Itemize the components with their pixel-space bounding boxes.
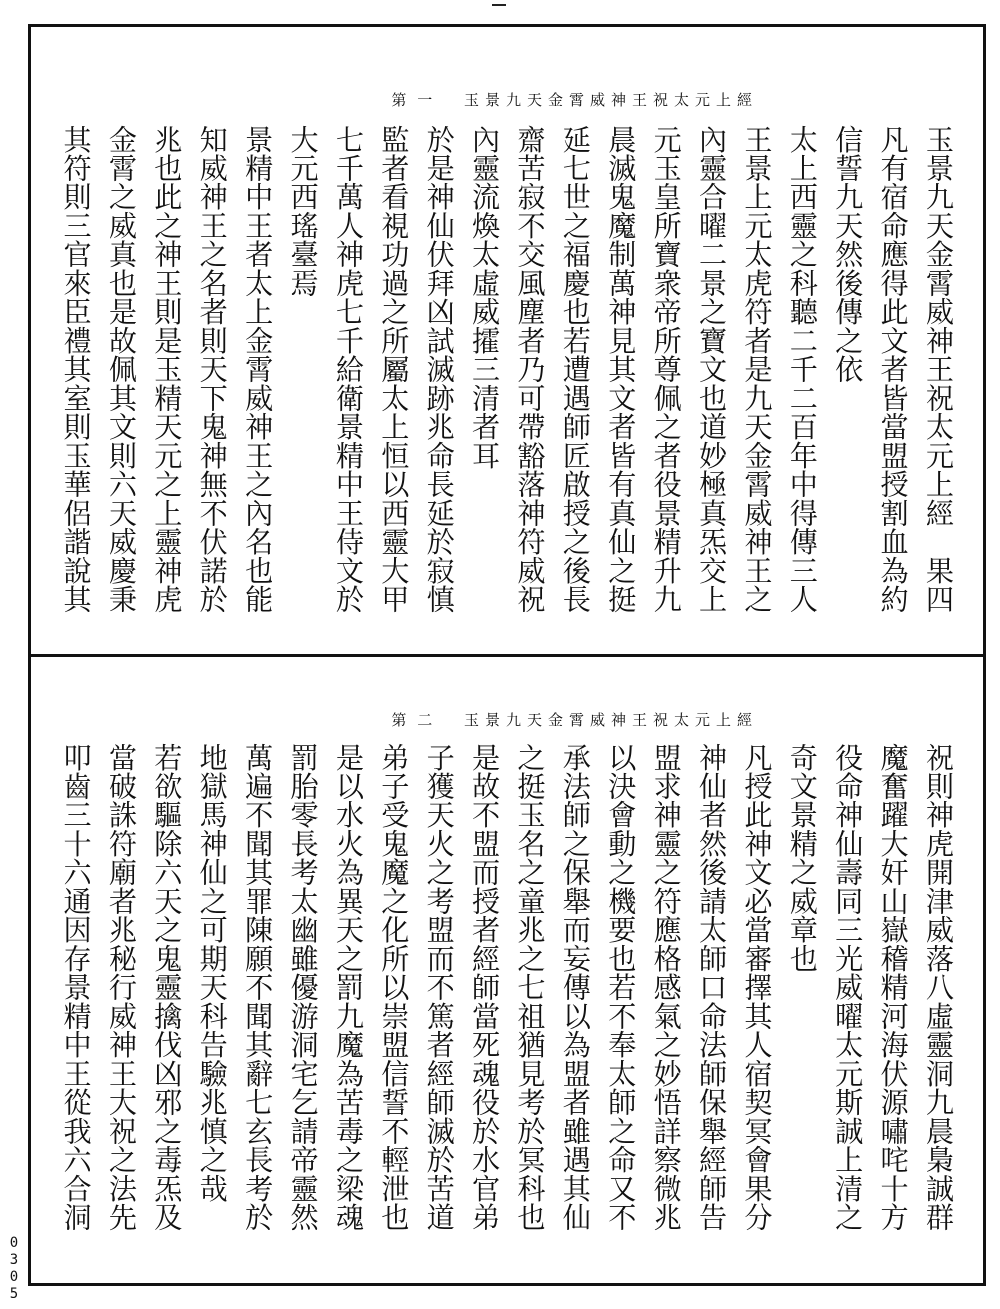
text-column: 晨滅鬼魔制萬神見其文者皆有真仙之挺 <box>604 125 638 614</box>
text-column: 之挺玉名之童兆之七祖猶見考於冥科也 <box>513 743 547 1232</box>
text-column: 玉景九天金霄威神王祝太元上經 果四 <box>922 125 955 614</box>
text-column: 王景上元太虎符者是九天金霄威神王之 <box>740 125 774 614</box>
text-column: 信誓九天然後傳之依 <box>831 125 865 384</box>
leaf-number: 第 一 <box>391 91 436 109</box>
text-column: 內靈流煥太虛威攉三清者耳 <box>468 125 502 470</box>
text-columns-1 <box>53 125 961 645</box>
text-column: 當破誅符廟者兆秘行威神王大祝之法先 <box>104 743 138 1232</box>
text-column: 承法師之保舉而妄傳以為盟者雖遇其仙 <box>558 743 592 1232</box>
text-column: 凡有宿命應得此文者皆當盟授割血為約 <box>876 125 910 614</box>
text-column: 神仙者然後請太師口命法師保舉經師告 <box>695 743 729 1232</box>
text-column: 金霄之威真也是故佩其文則六天威慶秉 <box>104 125 138 614</box>
text-column: 弟子受鬼魔之化所以崇盟信誓不輕泄也 <box>377 743 411 1232</box>
text-column: 其符則三官來臣禮其室則玉華侶諧說其 <box>59 125 93 614</box>
text-column: 萬遍不聞其罪陳願不聞其辭七玄長考於 <box>241 743 275 1232</box>
text-column: 大元西瑤臺焉 <box>286 125 320 298</box>
text-column: 祝則神虎開津威落八虛靈洞九晨梟誠群 <box>922 743 955 1232</box>
text-column: 太上西靈之科聽二千二百年中得傳三人 <box>785 125 819 614</box>
text-column: 七千萬人神虎七千給衛景精中王侍文於 <box>331 125 365 614</box>
text-column: 子獲天火之考盟而不篤者經師滅於苦道 <box>422 743 456 1232</box>
text-column: 役命神仙壽同三光威曜太元斯誠上清之 <box>831 743 865 1232</box>
page-panel-1 <box>31 27 983 654</box>
text-column: 監者看視功過之所屬太上恒以西靈大甲 <box>377 125 411 614</box>
text-column: 延七世之福慶也若遭遇師匠啟授之後長 <box>558 125 592 614</box>
text-column: 盟求神靈之符應格感氣之妙悟詳察微兆 <box>649 743 683 1232</box>
scripture-title: 玉景九天金霄威神王祝太元上經 <box>463 91 758 109</box>
page-number: 0305 <box>6 1235 22 1303</box>
text-column: 齋苦寂不交風塵者乃可帶豁落神符威祝 <box>513 125 547 614</box>
text-column: 知威神王之名者則天下鬼神無不伏諾於 <box>195 125 229 614</box>
text-column: 凡授此神文必當審擇其人宿契冥會果分 <box>740 743 774 1232</box>
text-column: 以決會動之機要也若不奉太師之命又不 <box>604 743 638 1232</box>
scripture-title: 玉景九天金霄威神王祝太元上經 <box>463 711 758 729</box>
text-column: 兆也此之神王則是玉精天元之上靈神虎 <box>150 125 184 614</box>
text-column: 景精中王者太上金霄威神王之內名也能 <box>241 125 275 614</box>
running-header-2 <box>391 709 758 729</box>
page-panel-2 <box>31 657 983 1283</box>
running-header-1 <box>391 89 758 109</box>
top-tick-mark <box>492 4 506 6</box>
text-column: 是以水火為異天之罰九魔為苦毒之梁魂 <box>331 743 365 1232</box>
text-column: 魔奮躍大奸山嶽稽精河海伏源嘯咤十方 <box>876 743 910 1232</box>
text-column: 罰胎零長考太幽雖優游洞宅乞請帝靈然 <box>286 743 320 1232</box>
text-column: 叩齒三十六通因存景精中王從我六合洞 <box>59 743 93 1232</box>
text-columns-2 <box>53 743 961 1263</box>
text-column: 奇文景精之威章也 <box>785 743 819 973</box>
text-column: 元玉皇所寶衆帝所尊佩之者役景精升九 <box>649 125 683 614</box>
text-column: 於是神仙伏拜凶試滅跡兆命長延於寂慎 <box>422 125 456 614</box>
text-column: 是故不盟而授者經師當死魂役於水官弟 <box>468 743 502 1232</box>
leaf-number: 第 二 <box>391 711 436 729</box>
text-column: 地獄馬神仙之可期天科告驗兆慎之哉 <box>195 743 229 1203</box>
text-column: 若欲驅除六天之鬼靈擒伐凶邪之毒炁及 <box>150 743 184 1232</box>
text-column: 內靈合曜二景之寶文也道妙極真炁交上 <box>695 125 729 614</box>
